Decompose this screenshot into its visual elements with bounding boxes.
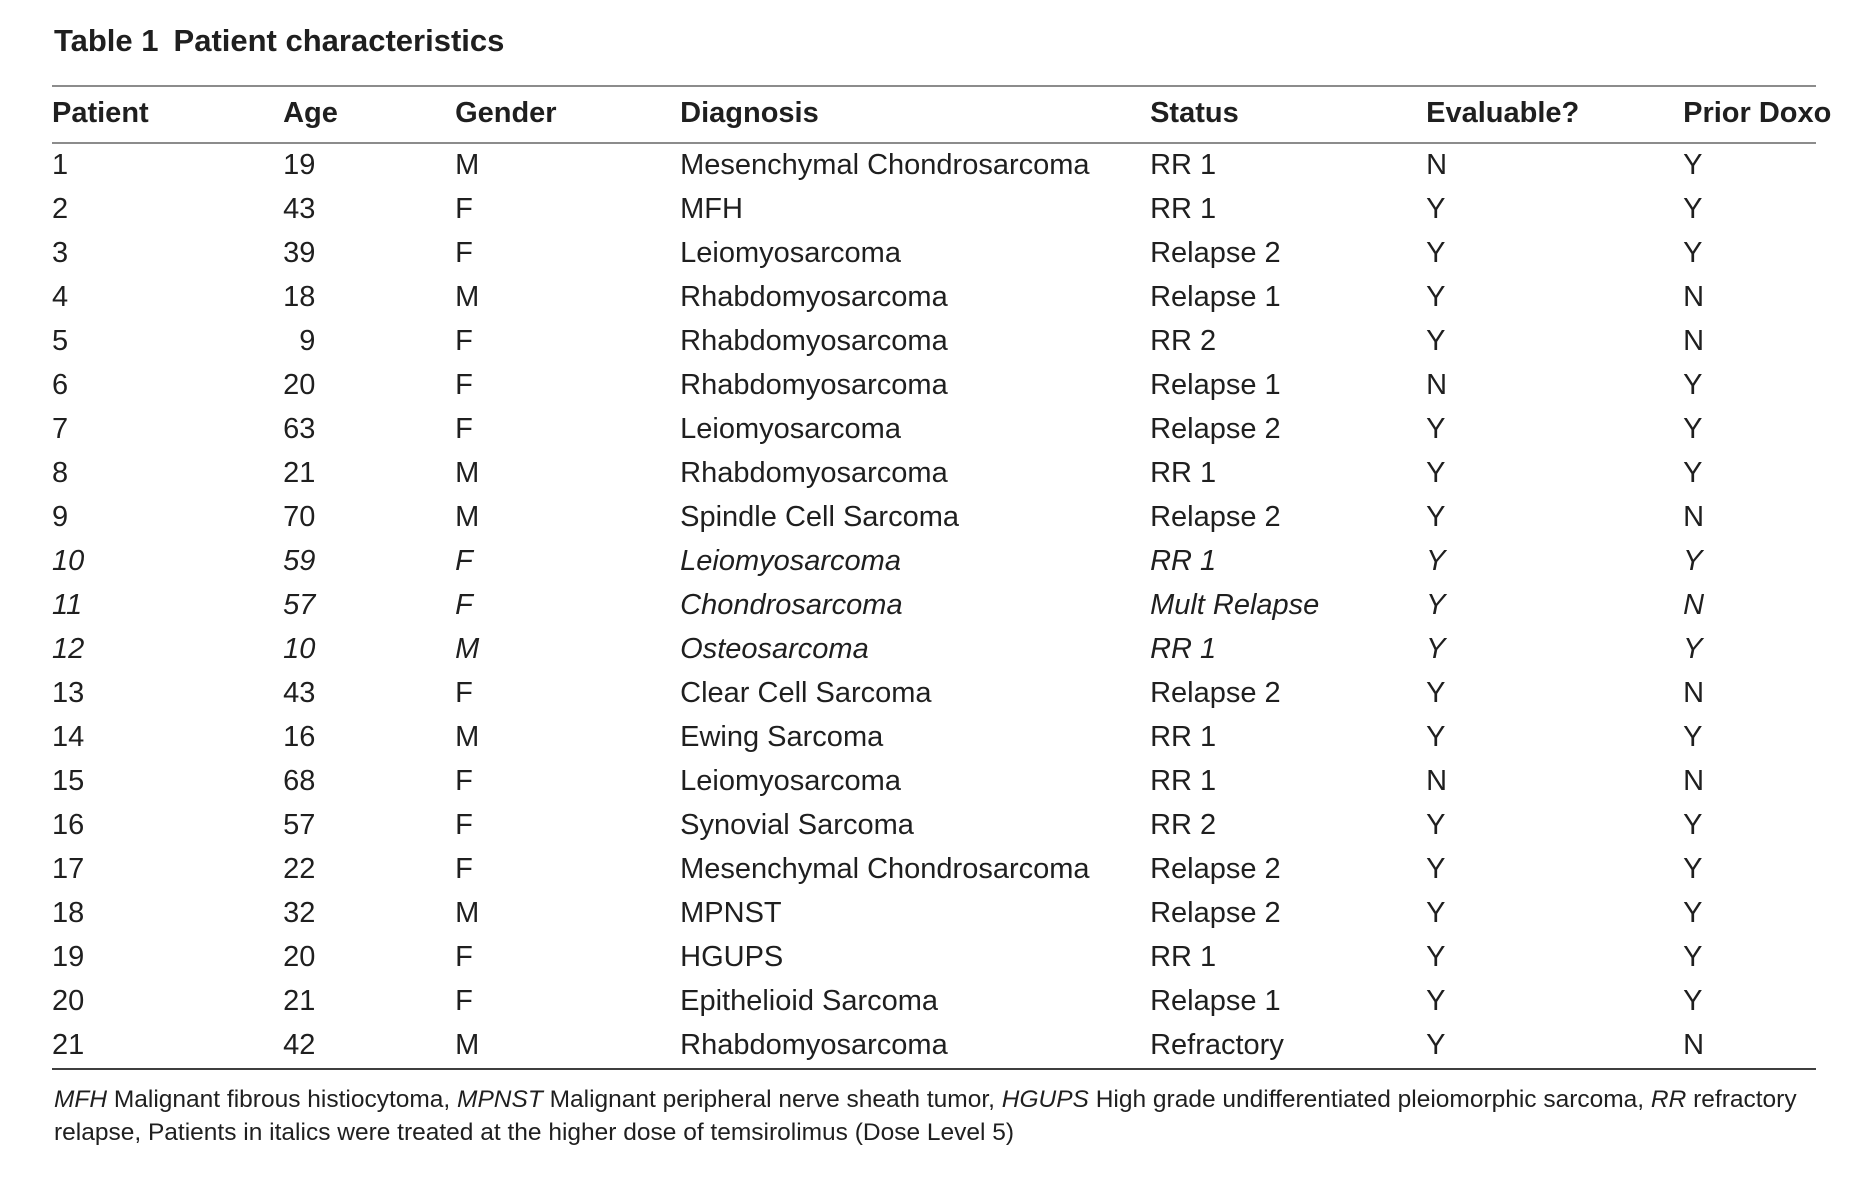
cell-evaluable: Y — [1426, 897, 1446, 929]
cell-age — [283, 143, 455, 188]
cell-patient: 3 — [52, 237, 69, 269]
cell-gender: F — [455, 765, 473, 797]
cell-age — [283, 804, 455, 848]
age-value: 19 — [283, 149, 316, 181]
cell-evaluable: Y — [1426, 193, 1446, 225]
cell-patient: 8 — [52, 457, 69, 489]
cell-prior-doxo: N — [1683, 281, 1705, 313]
cell-age — [283, 628, 455, 672]
cell-prior-doxo: Y — [1683, 897, 1703, 929]
cell-diagnosis: Chondrosarcoma — [680, 589, 903, 621]
cell-prior-doxo: Y — [1683, 149, 1703, 181]
cell-evaluable: Y — [1426, 457, 1446, 489]
table-row — [52, 452, 1816, 496]
cell-status: RR 1 — [1150, 765, 1217, 797]
cell-evaluable: N — [1426, 149, 1448, 181]
cell-gender: F — [455, 677, 473, 709]
table-row — [52, 496, 1816, 540]
age-value: 21 — [283, 457, 316, 489]
cell-status: Relapse 1 — [1150, 985, 1281, 1017]
cell-status: RR 1 — [1150, 193, 1217, 225]
age-value: 32 — [283, 897, 316, 929]
cell-gender: M — [455, 721, 480, 753]
cell-status: RR 1 — [1150, 633, 1217, 665]
age-value: 43 — [283, 193, 316, 225]
cell-prior-doxo: N — [1683, 589, 1705, 621]
cell-diagnosis: Rhabdomyosarcoma — [680, 1029, 948, 1061]
cell-diagnosis: Epithelioid Sarcoma — [680, 985, 939, 1017]
column-header-patient: Patient — [52, 97, 149, 129]
cell-gender: M — [455, 1029, 480, 1061]
cell-patient: 17 — [52, 853, 85, 885]
footnote-abbreviation: MFH — [54, 1086, 108, 1113]
age-value: 9 — [299, 325, 316, 357]
cell-age — [283, 232, 455, 276]
cell-status: Relapse 2 — [1150, 853, 1281, 885]
cell-evaluable: Y — [1426, 1029, 1446, 1061]
cell-prior-doxo: N — [1683, 677, 1705, 709]
table-row — [52, 540, 1816, 584]
cell-gender: F — [455, 809, 473, 841]
table-row — [52, 804, 1816, 848]
cell-prior-doxo: N — [1683, 501, 1705, 533]
table-row — [52, 628, 1816, 672]
cell-gender: M — [455, 457, 480, 489]
cell-prior-doxo: Y — [1683, 413, 1703, 445]
cell-patient: 14 — [52, 721, 85, 753]
cell-patient: 6 — [52, 369, 69, 401]
table-row — [52, 188, 1816, 232]
cell-evaluable: N — [1426, 765, 1448, 797]
cell-evaluable: N — [1426, 369, 1448, 401]
table-title-label: Table 1 — [54, 23, 159, 58]
cell-patient: 19 — [52, 941, 85, 973]
cell-age — [283, 452, 455, 496]
cell-prior-doxo: N — [1683, 325, 1705, 357]
cell-age — [283, 364, 455, 408]
table-row — [52, 672, 1816, 716]
cell-diagnosis: MFH — [680, 193, 743, 225]
cell-evaluable: Y — [1426, 325, 1446, 357]
footnote-text: Malignant fibrous histiocytoma, — [107, 1086, 458, 1113]
age-value: 10 — [283, 633, 316, 665]
cell-evaluable: Y — [1426, 589, 1446, 621]
column-header-gender: Gender — [455, 97, 557, 129]
age-value: 57 — [283, 589, 316, 621]
footnote-abbreviation: RR — [1650, 1086, 1687, 1113]
cell-gender: F — [455, 853, 473, 885]
cell-gender: F — [455, 985, 473, 1017]
cell-diagnosis: Leiomyosarcoma — [680, 765, 901, 797]
cell-status: Relapse 2 — [1150, 501, 1281, 533]
cell-status: RR 1 — [1150, 545, 1217, 577]
cell-evaluable: Y — [1426, 853, 1446, 885]
cell-prior-doxo: Y — [1683, 941, 1703, 973]
cell-prior-doxo: Y — [1683, 853, 1703, 885]
cell-status: Relapse 2 — [1150, 413, 1281, 445]
cell-patient: 11 — [52, 589, 83, 621]
age-value: 20 — [283, 941, 316, 973]
cell-diagnosis: HGUPS — [680, 941, 784, 973]
footnote-abbreviation: MPNST — [457, 1086, 543, 1113]
cell-patient: 16 — [52, 809, 85, 841]
cell-age — [283, 936, 455, 980]
cell-gender: F — [455, 545, 473, 577]
cell-age — [283, 188, 455, 232]
cell-age — [283, 848, 455, 892]
table-row — [52, 760, 1816, 804]
age-value: 21 — [283, 985, 316, 1017]
cell-status: RR 1 — [1150, 149, 1217, 181]
cell-gender: F — [455, 413, 473, 445]
cell-status: Relapse 2 — [1150, 677, 1281, 709]
cell-status: Mult Relapse — [1150, 589, 1320, 621]
cell-diagnosis: Rhabdomyosarcoma — [680, 325, 948, 357]
cell-diagnosis: Synovial Sarcoma — [680, 809, 914, 841]
table-footnote — [54, 1083, 1816, 1149]
cell-patient: 10 — [52, 545, 85, 577]
cell-status: Relapse 2 — [1150, 237, 1281, 269]
table-row — [52, 980, 1816, 1024]
table-row — [52, 848, 1816, 892]
age-value: 18 — [283, 281, 316, 313]
table-row — [52, 892, 1816, 936]
cell-diagnosis: Rhabdomyosarcoma — [680, 457, 948, 489]
cell-prior-doxo: N — [1683, 1029, 1705, 1061]
age-value: 16 — [283, 721, 316, 753]
cell-prior-doxo: Y — [1683, 193, 1703, 225]
cell-age — [283, 320, 455, 364]
column-header-status: Status — [1150, 97, 1239, 129]
cell-evaluable: Y — [1426, 545, 1446, 577]
age-value: 43 — [283, 677, 316, 709]
cell-diagnosis: Mesenchymal Chondrosarcoma — [680, 853, 1090, 885]
cell-gender: M — [455, 149, 480, 181]
cell-diagnosis: MPNST — [680, 897, 782, 929]
cell-prior-doxo: N — [1683, 765, 1705, 797]
cell-patient: 1 — [52, 149, 69, 181]
table-row — [52, 320, 1816, 364]
cell-prior-doxo: Y — [1683, 809, 1703, 841]
table-row — [52, 1024, 1816, 1069]
cell-age — [283, 672, 455, 716]
patient-characteristics-table — [52, 85, 1832, 1070]
footnote-text: refractory — [1686, 1086, 1797, 1113]
cell-patient: 4 — [52, 281, 69, 313]
cell-age — [283, 496, 455, 540]
age-value: 70 — [283, 501, 316, 533]
table-row — [52, 143, 1816, 188]
cell-diagnosis: Clear Cell Sarcoma — [680, 677, 932, 709]
cell-diagnosis: Ewing Sarcoma — [680, 721, 884, 753]
cell-evaluable: Y — [1426, 677, 1446, 709]
cell-evaluable: Y — [1426, 237, 1446, 269]
cell-diagnosis: Spindle Cell Sarcoma — [680, 501, 959, 533]
age-value: 68 — [283, 765, 316, 797]
cell-prior-doxo: Y — [1683, 985, 1703, 1017]
cell-status: RR 1 — [1150, 457, 1217, 489]
cell-age — [283, 1024, 455, 1069]
age-value: 63 — [283, 413, 316, 445]
cell-diagnosis: Leiomyosarcoma — [680, 545, 901, 577]
footnote-line — [54, 1116, 1816, 1149]
footnote-text: relapse, Patients in italics were treated at the higher dose of temsirolimus (Dose Level 5) — [54, 1119, 1015, 1146]
cell-status: Relapse 2 — [1150, 897, 1281, 929]
cell-patient: 9 — [52, 501, 69, 533]
table-row — [52, 936, 1816, 980]
table-title-text: Patient characteristics — [173, 23, 505, 58]
cell-patient: 12 — [52, 633, 85, 665]
age-value: 20 — [283, 369, 316, 401]
cell-patient: 15 — [52, 765, 85, 797]
cell-gender: F — [455, 369, 473, 401]
cell-gender: F — [455, 193, 473, 225]
cell-diagnosis: Rhabdomyosarcoma — [680, 281, 948, 313]
cell-prior-doxo: Y — [1683, 633, 1703, 665]
cell-evaluable: Y — [1426, 809, 1446, 841]
cell-diagnosis: Osteosarcoma — [680, 633, 869, 665]
cell-gender: M — [455, 897, 480, 929]
table-row — [52, 364, 1816, 408]
cell-prior-doxo: Y — [1683, 457, 1703, 489]
age-value: 57 — [283, 809, 316, 841]
cell-age — [283, 540, 455, 584]
cell-prior-doxo: Y — [1683, 545, 1703, 577]
age-value: 39 — [283, 237, 316, 269]
cell-gender: M — [455, 281, 480, 313]
age-value: 22 — [283, 853, 316, 885]
table-row — [52, 232, 1816, 276]
cell-age — [283, 892, 455, 936]
cell-evaluable: Y — [1426, 281, 1446, 313]
cell-patient: 21 — [52, 1029, 85, 1061]
cell-age — [283, 584, 455, 628]
cell-status: Relapse 1 — [1150, 281, 1281, 313]
cell-diagnosis: Mesenchymal Chondrosarcoma — [680, 149, 1090, 181]
table-title — [52, 22, 1816, 60]
cell-status: Relapse 1 — [1150, 369, 1281, 401]
footnote-line — [54, 1083, 1816, 1116]
cell-patient: 13 — [52, 677, 85, 709]
cell-patient: 2 — [52, 193, 69, 225]
cell-diagnosis: Leiomyosarcoma — [680, 413, 901, 445]
cell-prior-doxo: Y — [1683, 237, 1703, 269]
cell-gender: M — [455, 501, 480, 533]
cell-patient: 18 — [52, 897, 85, 929]
cell-diagnosis: Rhabdomyosarcoma — [680, 369, 948, 401]
column-header-prior_doxo: Prior Doxo — [1683, 97, 1832, 129]
age-value: 42 — [283, 1029, 316, 1061]
cell-patient: 20 — [52, 985, 85, 1017]
cell-evaluable: Y — [1426, 633, 1446, 665]
cell-prior-doxo: Y — [1683, 369, 1703, 401]
cell-patient: 5 — [52, 325, 69, 357]
age-value: 59 — [283, 545, 316, 577]
cell-status: RR 2 — [1150, 809, 1217, 841]
cell-prior-doxo: Y — [1683, 721, 1703, 753]
header-row — [52, 86, 1816, 143]
cell-age — [283, 760, 455, 804]
table-row — [52, 276, 1816, 320]
cell-age — [283, 408, 455, 452]
cell-diagnosis: Leiomyosarcoma — [680, 237, 901, 269]
cell-status: RR 1 — [1150, 721, 1217, 753]
footnote-abbreviation: HGUPS — [1001, 1086, 1089, 1113]
cell-status: Refractory — [1150, 1029, 1284, 1061]
cell-age — [283, 980, 455, 1024]
cell-status: RR 1 — [1150, 941, 1217, 973]
cell-age — [283, 716, 455, 760]
table-row — [52, 584, 1816, 628]
cell-evaluable: Y — [1426, 985, 1446, 1017]
cell-gender: F — [455, 589, 473, 621]
table-row — [52, 408, 1816, 452]
footnote-text: High grade undifferentiated pleiomorphic sarcoma, — [1088, 1086, 1651, 1113]
column-header-age: Age — [283, 97, 338, 129]
cell-gender: F — [455, 941, 473, 973]
footnote-text: Malignant peripheral nerve sheath tumor, — [542, 1086, 1002, 1113]
table-row — [52, 716, 1816, 760]
column-header-evaluable: Evaluable? — [1426, 97, 1580, 129]
cell-patient: 7 — [52, 413, 69, 445]
cell-evaluable: Y — [1426, 413, 1446, 445]
cell-status: RR 2 — [1150, 325, 1217, 357]
cell-evaluable: Y — [1426, 501, 1446, 533]
cell-age — [283, 276, 455, 320]
cell-gender: F — [455, 237, 473, 269]
cell-gender: F — [455, 325, 473, 357]
cell-gender: M — [455, 633, 480, 665]
table-body — [52, 143, 1816, 1069]
cell-evaluable: Y — [1426, 941, 1446, 973]
cell-evaluable: Y — [1426, 721, 1446, 753]
column-header-diagnosis: Diagnosis — [680, 97, 819, 129]
